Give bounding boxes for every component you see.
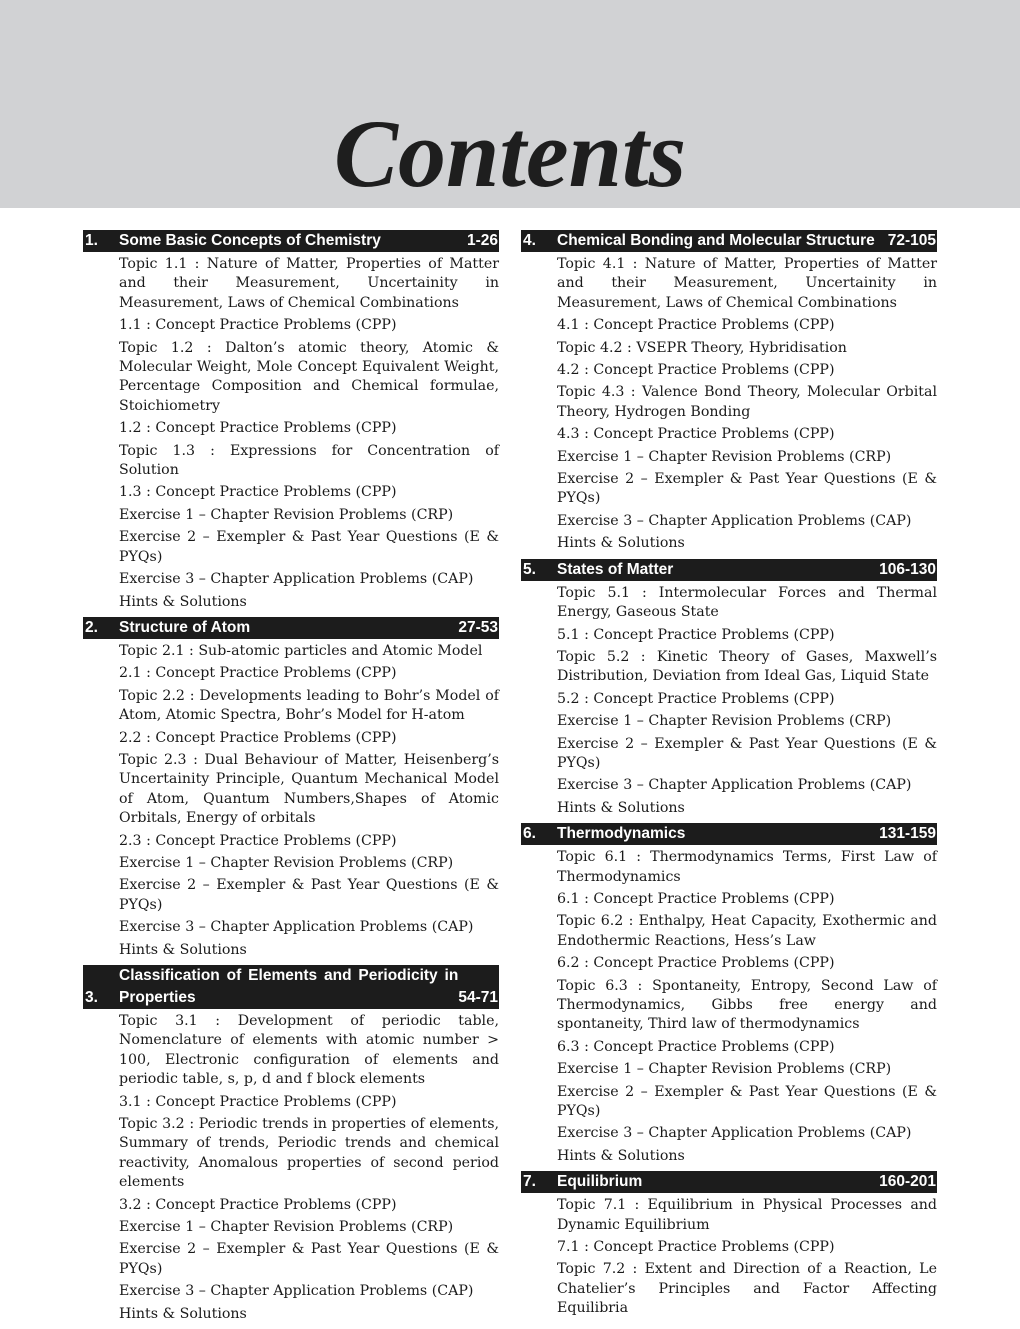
toc-entry: Exercise 2 – Exempler & Past Year Questions (E & PYQs) — [557, 471, 937, 507]
toc-entry: Exercise 3 – Chapter Application Problems (CAP) — [119, 919, 474, 936]
toc-entry: 1.3 : Concept Practice Problems (CPP) — [119, 484, 397, 501]
page-title: Contents — [333, 100, 687, 207]
chapter-number: 6. — [523, 825, 536, 843]
chapter-page-range: 1-26 — [466, 232, 498, 249]
toc-entry: 6.2 : Concept Practice Problems (CPP) — [557, 955, 835, 972]
toc-entry: 4.2 : Concept Practice Problems (CPP) — [557, 362, 835, 379]
toc-entry: 2.2 : Concept Practice Problems (CPP) — [119, 729, 397, 746]
toc-entry: Topic 3.2 : Periodic trends in properties of elements, Summary of trends, Periodic trends and chemical reactivity, Anomalous properties of second period elements — [119, 1116, 499, 1191]
toc-entry: Exercise 2 – Exempler & Past Year Questions (E & PYQs) — [557, 735, 937, 771]
chapter-number: 2. — [85, 618, 98, 636]
chapter-number: 1. — [85, 232, 98, 249]
toc-entry: Exercise 3 – Chapter Application Problems (CAP) — [557, 777, 912, 794]
chapter-number: 5. — [523, 560, 536, 578]
chapter-heading — [83, 617, 499, 639]
chapter-heading — [83, 965, 499, 1009]
toc-entry: 3.2 : Concept Practice Problems (CPP) — [119, 1196, 397, 1213]
chapter-number: 3. — [85, 989, 98, 1006]
toc-entry: Topic 4.3 : Valence Bond Theory, Molecular Orbital Theory, Hydrogen Bonding — [557, 384, 937, 420]
toc-entry: 4.1 : Concept Practice Problems (CPP) — [557, 317, 835, 334]
chapter-page-range: 54-71 — [458, 989, 498, 1006]
toc-entry: Topic 5.1 : Intermolecular Forces and Thermal Energy, Gaseous State — [557, 584, 937, 621]
chapter-number: 4. — [523, 232, 536, 249]
toc-entry: Exercise 2 – Exempler & Past Year Questions (E & PYQs) — [119, 877, 499, 913]
toc-entry: 4.3 : Concept Practice Problems (CPP) — [557, 426, 835, 443]
toc-entry: Topic 4.1 : Nature of Matter, Properties of Matter and their Measurement, Uncertainity in Measurement, Laws of Chemical Combinations — [557, 256, 937, 311]
chapter-page-range: 72-105 — [887, 232, 936, 249]
toc-entry: Topic 3.1 : Development of periodic table, Nomenclature of elements with atomic number > 100, Electronic configuration of elements and periodic table, s, p, d and f block elements — [119, 1013, 499, 1088]
chapter-heading — [521, 823, 937, 845]
chapter-item-list — [557, 1196, 937, 1318]
toc-entry: Topic 1.1 : Nature of Matter, Properties of Matter and their Measurement, Uncertainity in Measurement, Laws of Chemical Combinations — [119, 256, 499, 311]
chapter-item-list — [557, 255, 937, 554]
toc-entry: 6.1 : Concept Practice Problems (CPP) — [557, 890, 835, 907]
chapter-heading — [83, 230, 499, 252]
chapter-title: Equilibrium — [557, 1173, 643, 1191]
toc-entry: Exercise 2 – Exempler & Past Year Questions (E & PYQs) — [119, 529, 499, 565]
toc-entry: Exercise 1 – Chapter Revision Problems (CRP) — [119, 1219, 454, 1236]
chapter-title: States of Matter — [557, 560, 674, 578]
chapter-title: Chemical Bonding and Molecular Structure — [557, 232, 875, 249]
chapter-page-range: 106-130 — [879, 560, 936, 578]
toc-entry: 1.1 : Concept Practice Problems (CPP) — [119, 317, 397, 334]
toc-entry: Exercise 2 – Exempler & Past Year Questions (E & PYQs) — [557, 1083, 937, 1120]
chapter-page-range: 160-201 — [879, 1173, 936, 1191]
toc-entry: 5.1 : Concept Practice Problems (CPP) — [557, 626, 835, 643]
chapter-title: Some Basic Concepts of Chemistry — [119, 232, 381, 249]
toc-entry: 6.3 : Concept Practice Problems (CPP) — [557, 1038, 835, 1055]
toc-entry: Exercise 3 – Chapter Application Problems (CAP) — [557, 1125, 912, 1142]
chapter-heading — [521, 1171, 937, 1193]
toc-entry: Hints & Solutions — [119, 1305, 247, 1322]
chapter-item-list — [119, 255, 499, 612]
toc-entry: Topic 2.2 : Developments leading to Bohr’s Model of Atom, Atomic Spectra, Bohr’s Model for H-atom — [119, 687, 499, 724]
toc-entry: Hints & Solutions — [557, 799, 685, 816]
toc-entry: Exercise 1 – Chapter Revision Problems (CRP) — [119, 506, 454, 523]
chapter-heading — [521, 559, 937, 581]
toc-entry: Hints & Solutions — [557, 1147, 685, 1164]
toc-entry: Topic 6.2 : Enthalpy, Heat Capacity, Exothermic and Endothermic Reactions, Hess’s Law — [557, 913, 937, 949]
toc-entry: 1.2 : Concept Practice Problems (CPP) — [119, 420, 397, 437]
chapter-page-range: 27-53 — [458, 618, 498, 636]
chapter-title: Thermodynamics — [557, 825, 686, 843]
toc-entry: Hints & Solutions — [557, 535, 685, 552]
toc-entry: Exercise 1 – Chapter Revision Problems (CRP) — [557, 713, 892, 730]
toc-entry: 3.1 : Concept Practice Problems (CPP) — [119, 1093, 397, 1110]
toc-entry: 7.1 : Concept Practice Problems (CPP) — [557, 1239, 835, 1256]
toc-entry: 2.3 : Concept Practice Problems (CPP) — [119, 832, 397, 849]
toc-entry: Topic 6.3 : Spontaneity, Entropy, Second Law of Thermodynamics, Gibbs free energy and spontaneity, Third law of thermodynamics — [557, 977, 937, 1033]
toc-entry: Topic 4.2 : VSEPR Theory, Hybridisation — [557, 339, 847, 356]
chapter-number: 7. — [523, 1173, 536, 1191]
toc-entry: Exercise 3 – Chapter Application Problems (CAP) — [119, 571, 474, 588]
toc-entry: Topic 1.3 : Expressions for Concentration of Solution — [119, 442, 499, 479]
toc-entry: Exercise 1 – Chapter Revision Problems (CRP) — [119, 854, 454, 871]
toc-entry: Exercise 1 – Chapter Revision Problems (CRP) — [557, 1061, 892, 1078]
chapter-item-list — [119, 642, 499, 960]
toc-entry: Topic 5.2 : Kinetic Theory of Gases, Maxwell’s Distribution, Deviation from Ideal Gas, Liquid State — [557, 648, 937, 685]
toc-entry: Topic 1.2 : Dalton’s atomic theory, Atomic & Molecular Weight, Mole Concept Equivalent Weight, Percentage Composition and Chemical formulae, Stoichiometry — [119, 339, 499, 414]
toc-entry: 5.2 : Concept Practice Problems (CPP) — [557, 690, 835, 707]
toc-entry: Topic 7.1 : Equilibrium in Physical Processes and Dynamic Equilibrium — [557, 1197, 937, 1233]
toc-entry: Hints & Solutions — [119, 941, 247, 958]
toc-entry: Exercise 3 – Chapter Application Problems (CAP) — [557, 512, 912, 529]
toc-entry: Topic 6.1 : Thermodynamics Terms, First Law of Thermodynamics — [557, 849, 937, 885]
toc-entry: 2.1 : Concept Practice Problems (CPP) — [119, 665, 397, 682]
toc-entry: Exercise 1 – Chapter Revision Problems (CRP) — [557, 448, 892, 465]
chapter-page-range: 131-159 — [879, 825, 936, 843]
toc-entry: Topic 2.1 : Sub-atomic particles and Atomic Model — [119, 642, 483, 659]
chapter-item-list — [557, 584, 937, 818]
contents-right-column — [521, 230, 937, 1324]
toc-entry: Hints & Solutions — [119, 593, 247, 610]
toc-entry: Exercise 2 – Exempler & Past Year Questions (E & PYQs) — [119, 1241, 499, 1277]
toc-entry: Exercise 3 – Chapter Application Problems (CAP) — [119, 1283, 474, 1300]
chapter-item-list — [557, 848, 937, 1166]
toc-entry: Topic 7.2 : Extent and Direction of a Reaction, Le Chatelier’s Principles and Factor Affecting Equilibria — [557, 1261, 937, 1317]
chapter-title: Structure of Atom — [119, 618, 251, 636]
chapter-item-list — [119, 1012, 499, 1324]
toc-entry: Topic 2.3 : Dual Behaviour of Matter, Heisenberg’s Uncertainity Principle, Quantum Mechanical Model of Atom, Quantum Numbers,Shapes of Atomic Orbitals, Energy of orbitals — [119, 751, 499, 827]
contents-left-column — [83, 230, 499, 1329]
chapter-heading — [521, 230, 937, 252]
chapter-title: Classification of Elements and Periodicity in Properties — [119, 967, 459, 1006]
